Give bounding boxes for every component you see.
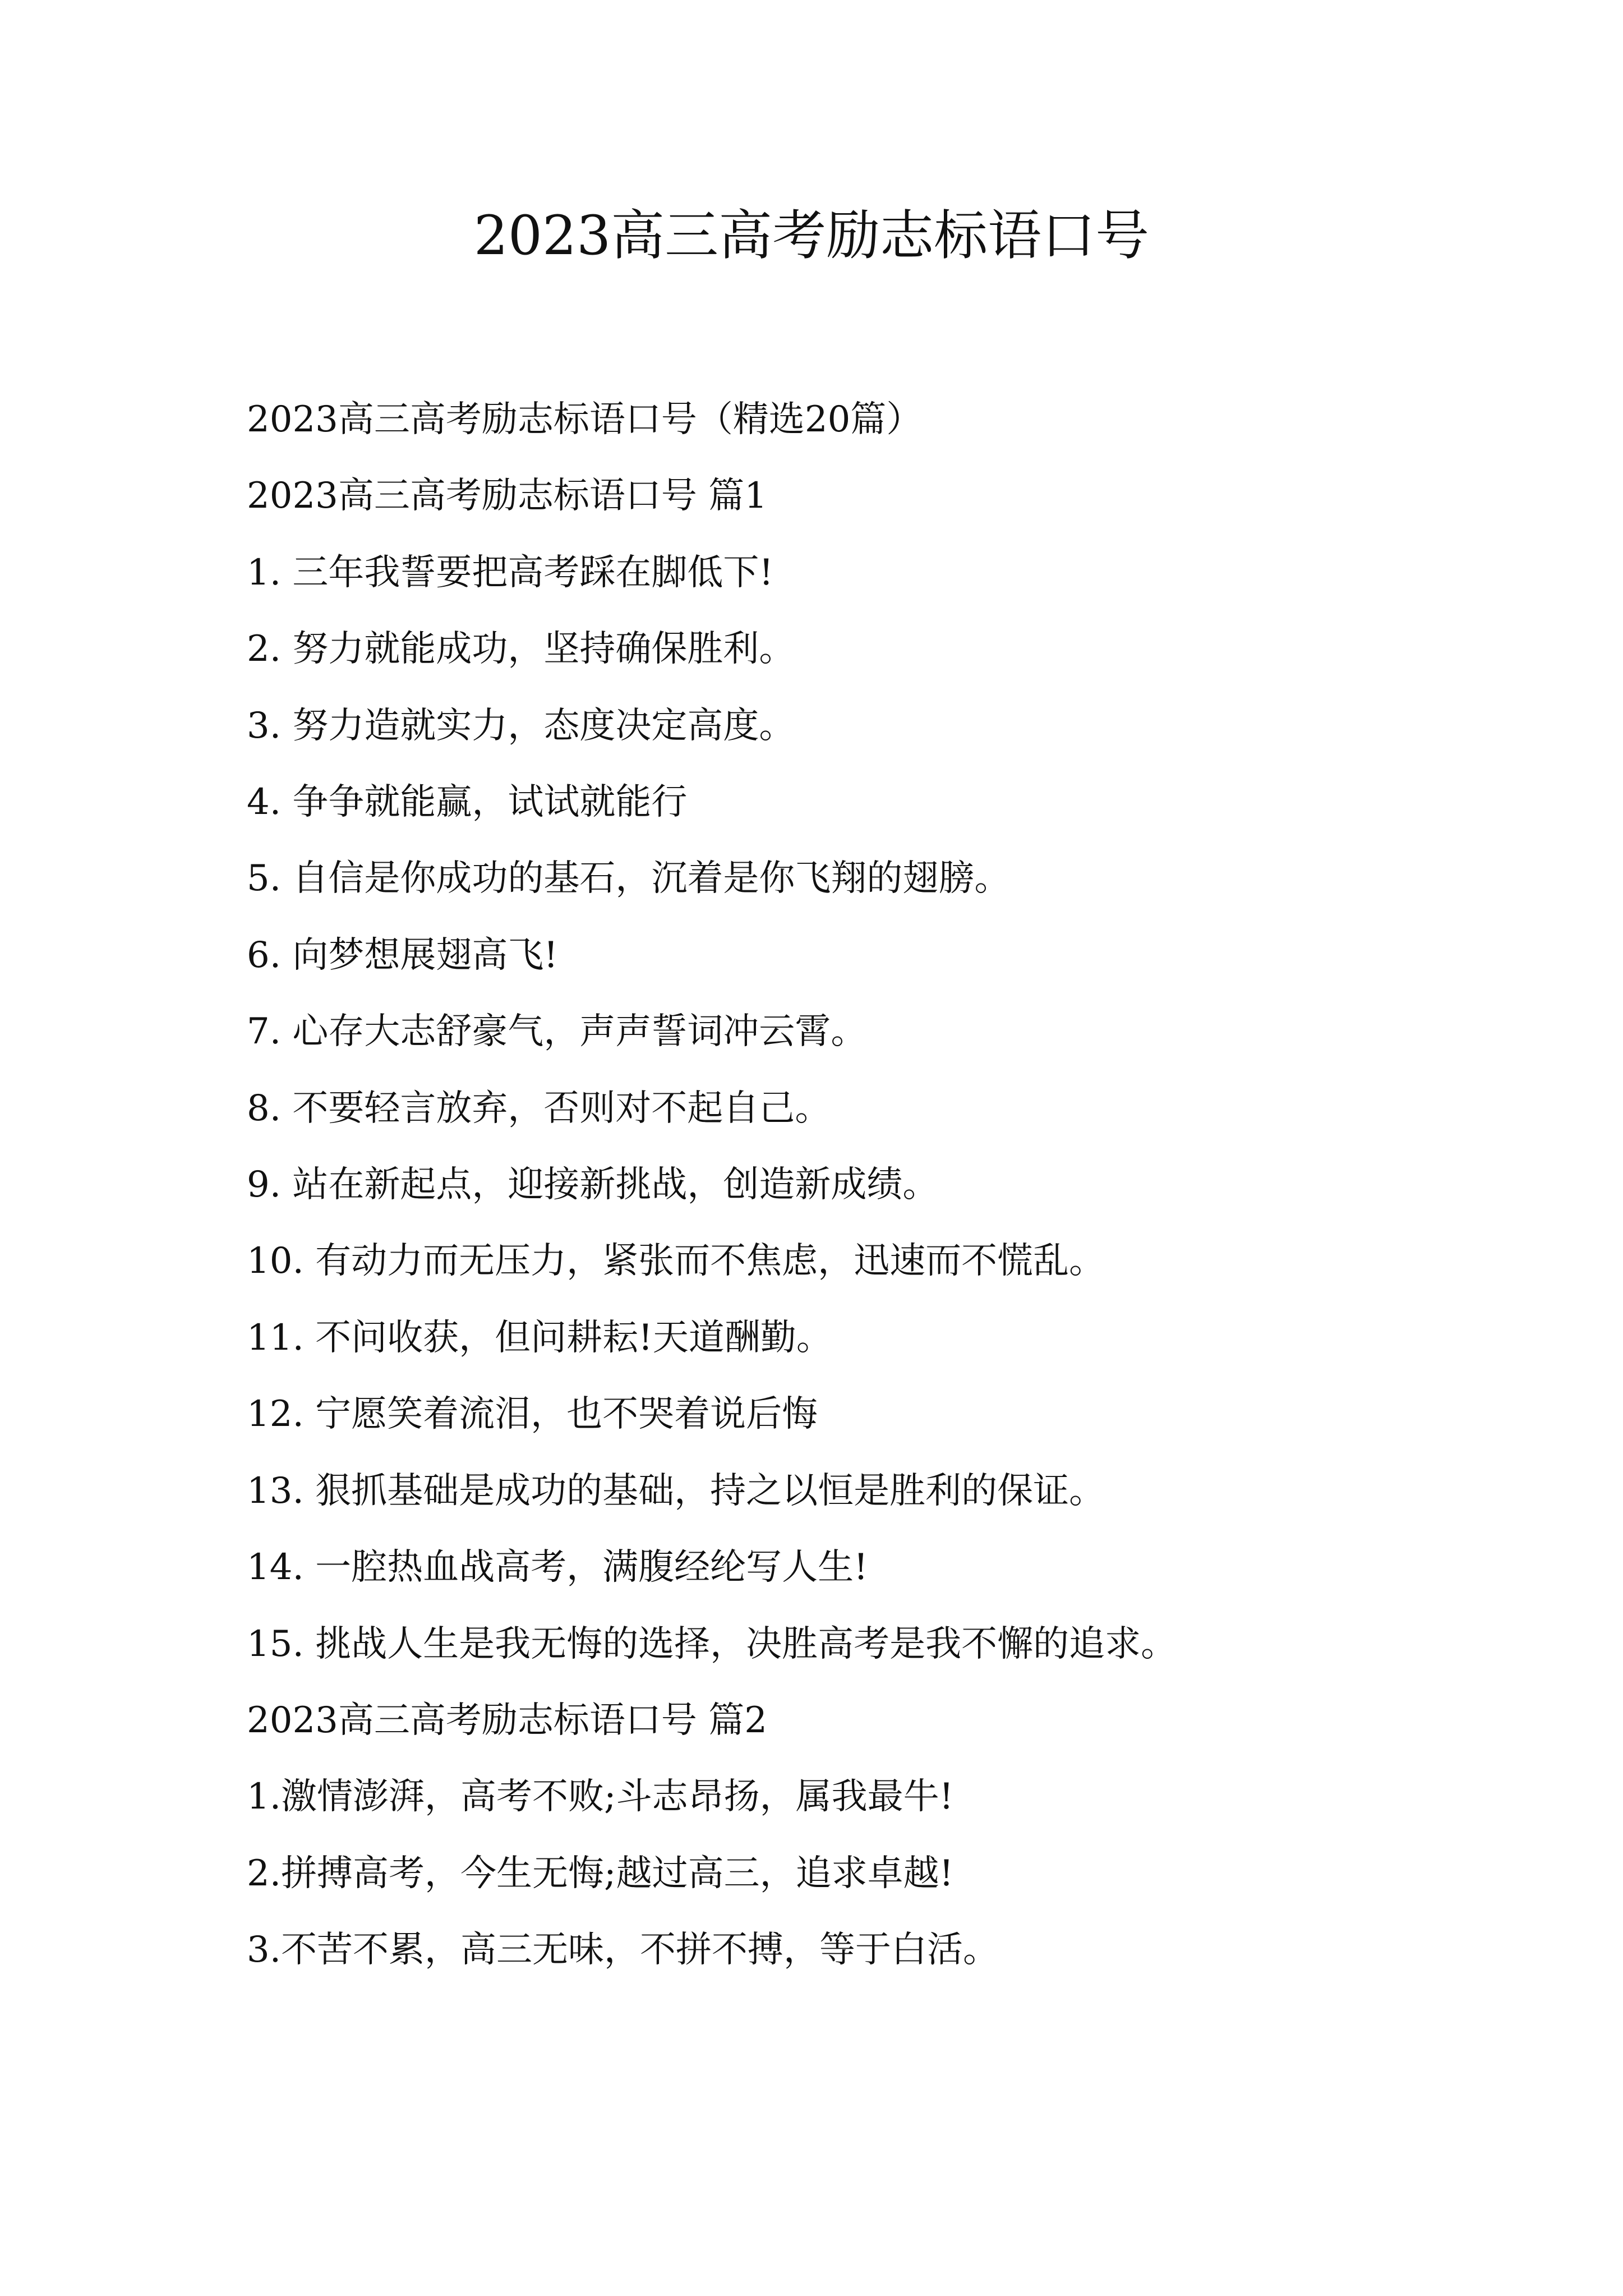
list-item: 13. 狠抓基础是成功的基础，持之以恒是胜利的保证。	[247, 1470, 1105, 1512]
list-item: 7. 心存大志舒豪气，声声誓词冲云霄。	[247, 1011, 867, 1053]
list-item: 2. 努力就能成功，坚持确保胜利。	[247, 628, 795, 670]
document-body	[247, 381, 1430, 1989]
list-item: 14. 一腔热血战高考，满腹经纶写人生!	[247, 1547, 868, 1589]
section-heading: 2023高三高考励志标语口号 篇2	[247, 1699, 767, 1741]
list-item: 6. 向梦想展翅高飞!	[247, 934, 559, 976]
list-item: 1.激情澎湃，高考不败;斗志昂扬，属我最牛!	[247, 1776, 954, 1818]
list-item: 3. 努力造就实力，态度决定高度。	[247, 705, 795, 747]
list-item: 5. 自信是你成功的基石，沉着是你飞翔的翅膀。	[247, 858, 1011, 900]
list-item: 3.不苦不累，高三无味，不拼不搏，等于白活。	[247, 1929, 999, 1971]
list-item: 8. 不要轻言放弃，否则对不起自己。	[247, 1087, 831, 1129]
list-item: 1. 三年我誓要把高考踩在脚低下!	[247, 551, 774, 593]
list-item: 12. 宁愿笑着流泪，也不哭着说后悔	[247, 1393, 818, 1435]
intro-line: 2023高三高考励志标语口号（精选20篇）	[247, 399, 923, 440]
section-heading: 2023高三高考励志标语口号 篇1	[247, 475, 767, 517]
list-item: 15. 挑战人生是我无悔的选择，决胜高考是我不懈的追求。	[247, 1623, 1177, 1665]
list-item: 11. 不问收获，但问耕耘!天道酬勤。	[247, 1317, 832, 1359]
list-item: 9. 站在新起点，迎接新挑战，创造新成绩。	[247, 1164, 939, 1206]
document-title: 2023高三高考励志标语口号	[473, 204, 1150, 267]
list-item: 10. 有动力而无压力，紧张而不焦虑，迅速而不慌乱。	[247, 1240, 1105, 1282]
list-item: 4. 争争就能赢，试试就能行	[247, 781, 688, 823]
list-item: 2.拼搏高考，今生无悔;越过高三，追求卓越!	[247, 1852, 954, 1894]
